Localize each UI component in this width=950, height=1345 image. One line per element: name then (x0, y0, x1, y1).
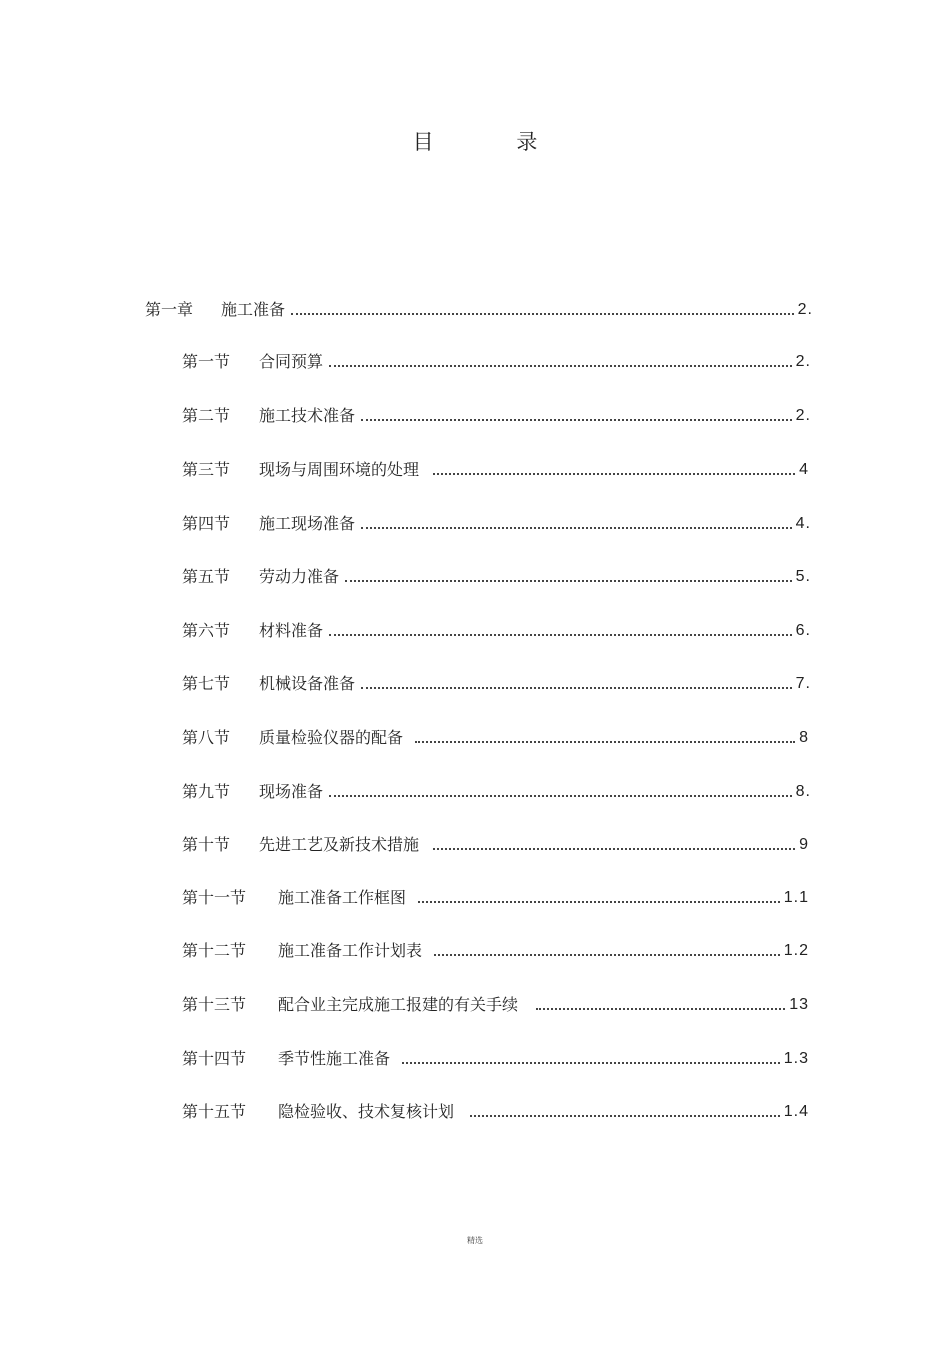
toc-chapter-page: 2. (797, 301, 813, 318)
toc-section-row[interactable] (182, 348, 811, 372)
toc-section-number: 第九节 (182, 782, 231, 801)
toc-section-label: 现场准备 (259, 782, 324, 801)
toc-section-number: 第四节 (182, 514, 231, 533)
toc-section-row[interactable] (182, 1098, 809, 1122)
toc-section-number: 第十节 (182, 835, 231, 854)
toc-section-page: 1.3 (783, 1050, 809, 1067)
toc-leader-dots (329, 365, 792, 367)
toc-section-row[interactable] (182, 724, 809, 748)
toc-section-label: 施工准备工作框图 (278, 888, 407, 907)
toc-section-page: 4 (799, 461, 809, 478)
toc-section-label: 施工现场准备 (259, 514, 356, 533)
toc-section-row[interactable] (182, 991, 809, 1015)
toc-title: 目 录 (412, 130, 576, 154)
toc-section-page: 1.1 (783, 889, 809, 906)
toc-leader-dots (470, 1115, 780, 1117)
toc-section-row[interactable] (182, 563, 811, 587)
toc-leader-dots (345, 580, 792, 582)
toc-leader-dots (361, 419, 792, 421)
toc-chapter-label: 施工准备 (221, 300, 286, 319)
toc-section-number: 第十三节 (182, 995, 247, 1014)
toc-section-page: 9 (799, 836, 809, 853)
toc-section-page: 1.4 (783, 1103, 809, 1120)
toc-section-page: 1.2 (783, 942, 809, 959)
toc-section-number: 第三节 (182, 460, 231, 479)
toc-section-label: 季节性施工准备 (278, 1049, 391, 1068)
toc-section-number: 第二节 (182, 406, 231, 425)
toc-section-label: 质量检验仪器的配备 (259, 728, 404, 747)
toc-section-row[interactable] (182, 402, 811, 426)
toc-section-page: 8 (799, 729, 809, 746)
toc-leader-dots (329, 634, 792, 636)
toc-leader-dots (361, 687, 792, 689)
toc-leader-dots (433, 848, 795, 850)
toc-leader-dots (361, 527, 792, 529)
toc-chapter-number: 第一章 (145, 300, 194, 319)
toc-leader-dots (415, 741, 795, 743)
toc-section-row[interactable] (182, 617, 811, 641)
toc-section-row[interactable] (182, 1045, 809, 1069)
toc-section-row[interactable] (182, 778, 811, 802)
toc-section-label: 现场与周围环境的处理 (259, 460, 420, 479)
toc-section-row[interactable] (182, 510, 811, 534)
toc-section-number: 第七节 (182, 674, 231, 693)
toc-leader-dots (402, 1062, 780, 1064)
toc-section-number: 第八节 (182, 728, 231, 747)
toc-section-page: 5. (795, 568, 811, 585)
toc-leader-dots (418, 901, 780, 903)
toc-section-number: 第一节 (182, 352, 231, 371)
toc-section-row[interactable] (182, 937, 809, 961)
toc-section-label: 隐检验收、技术复核计划 (278, 1102, 455, 1121)
toc-section-number: 第十一节 (182, 888, 247, 907)
toc-section-page: 13 (789, 996, 809, 1013)
toc-section-row[interactable] (182, 670, 811, 694)
toc-leader-dots (536, 1008, 785, 1010)
toc-section-page: 2. (795, 407, 811, 424)
toc-section-number: 第十五节 (182, 1102, 247, 1121)
toc-section-number: 第五节 (182, 567, 231, 586)
toc-section-label: 配合业主完成施工报建的有关手续 (278, 995, 519, 1014)
toc-section-number: 第十四节 (182, 1049, 247, 1068)
toc-section-page: 2. (795, 353, 811, 370)
toc-leader-dots (291, 313, 794, 315)
toc-section-label: 先进工艺及新技术措施 (259, 835, 420, 854)
toc-section-label: 机械设备准备 (259, 674, 356, 693)
toc-section-label: 材料准备 (259, 621, 324, 640)
toc-section-label: 施工准备工作计划表 (278, 941, 423, 960)
toc-leader-dots (433, 473, 795, 475)
toc-section-label: 施工技术准备 (259, 406, 356, 425)
toc-section-row[interactable] (182, 831, 809, 855)
toc-section-label: 合同预算 (259, 352, 324, 371)
toc-section-page: 7. (795, 675, 811, 692)
toc-section-row[interactable] (182, 456, 809, 480)
toc-section-page: 4. (795, 515, 811, 532)
page-footer: 精选 (467, 1236, 483, 1245)
toc-leader-dots (434, 954, 780, 956)
toc-section-page: 6. (795, 622, 811, 639)
toc-section-label: 劳动力准备 (259, 567, 340, 586)
toc-section-number: 第六节 (182, 621, 231, 640)
toc-chapter-row[interactable] (145, 296, 813, 320)
toc-section-number: 第十二节 (182, 941, 247, 960)
toc-section-page: 8. (795, 783, 811, 800)
toc-leader-dots (329, 795, 792, 797)
toc-section-row[interactable] (182, 884, 809, 908)
